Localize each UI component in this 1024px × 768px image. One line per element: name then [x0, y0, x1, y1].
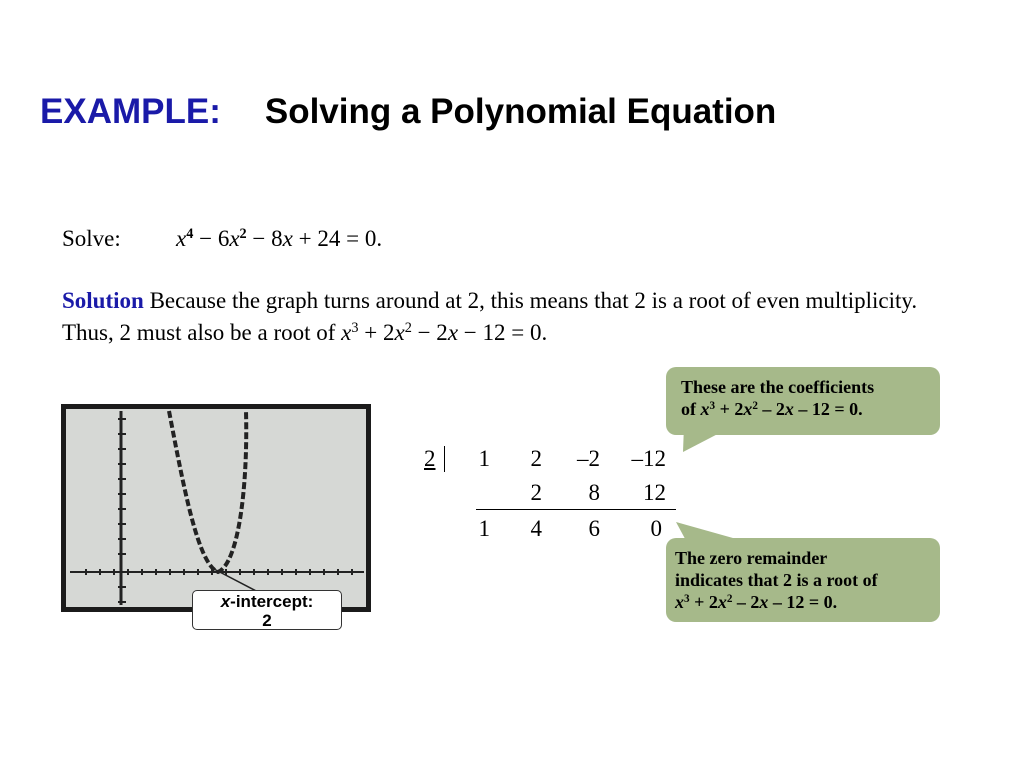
- division-line: [476, 509, 676, 510]
- division-cell: 0: [650, 516, 662, 541]
- solve-prompt: Solve:: [62, 226, 121, 251]
- division-cell: 2: [530, 446, 542, 471]
- division-cell: –12: [631, 446, 666, 471]
- x-intercept-value: 2: [262, 611, 272, 630]
- division-cell: 4: [530, 516, 542, 541]
- remainder-callout: The zero remainder indicates that 2 is a root of $x^3 + 2x^2 - 2x - 12 = 0$.: [666, 538, 940, 622]
- solution-keyword: Solution: [62, 288, 144, 313]
- x-intercept-callout: x-intercept: 2: [192, 590, 342, 630]
- division-cell: 12: [643, 480, 666, 505]
- division-bracket: [444, 446, 445, 472]
- division-cell: –2: [577, 446, 600, 471]
- polynomial-curve: [169, 411, 246, 572]
- solution-text: Because the graph turns around at 2, this means that 2 is a root of even multiplicity. Thus, 2 must also be a root of: [62, 288, 918, 345]
- solve-equation: $x^4 - 6x^2 - 8x + 24 = 0$.: [176, 226, 383, 251]
- division-cell: 2: [530, 480, 542, 505]
- coefficients-callout: These are the coefficients of $x^3 + 2x^2 - 2x - 12 = 0$.: [666, 367, 940, 435]
- division-divisor: 2: [424, 446, 436, 471]
- title-label: EXAMPLE:: [40, 92, 221, 131]
- division-cell: 6: [588, 516, 600, 541]
- solve-line: [62, 226, 383, 252]
- slide-title: [40, 92, 776, 132]
- title-text: Solving a Polynomial Equation: [264, 92, 777, 131]
- solution-paragraph: Solution Because the graph turns around at 2, this means that 2 is a root of even multiplicity. Thus, 2 must also be a root of $x^3 + 2x^2 - 2x - 12 = 0$.: [62, 288, 918, 345]
- division-cell: 8: [588, 480, 600, 505]
- division-cell: 1: [478, 516, 490, 541]
- division-cell: 1: [478, 446, 490, 471]
